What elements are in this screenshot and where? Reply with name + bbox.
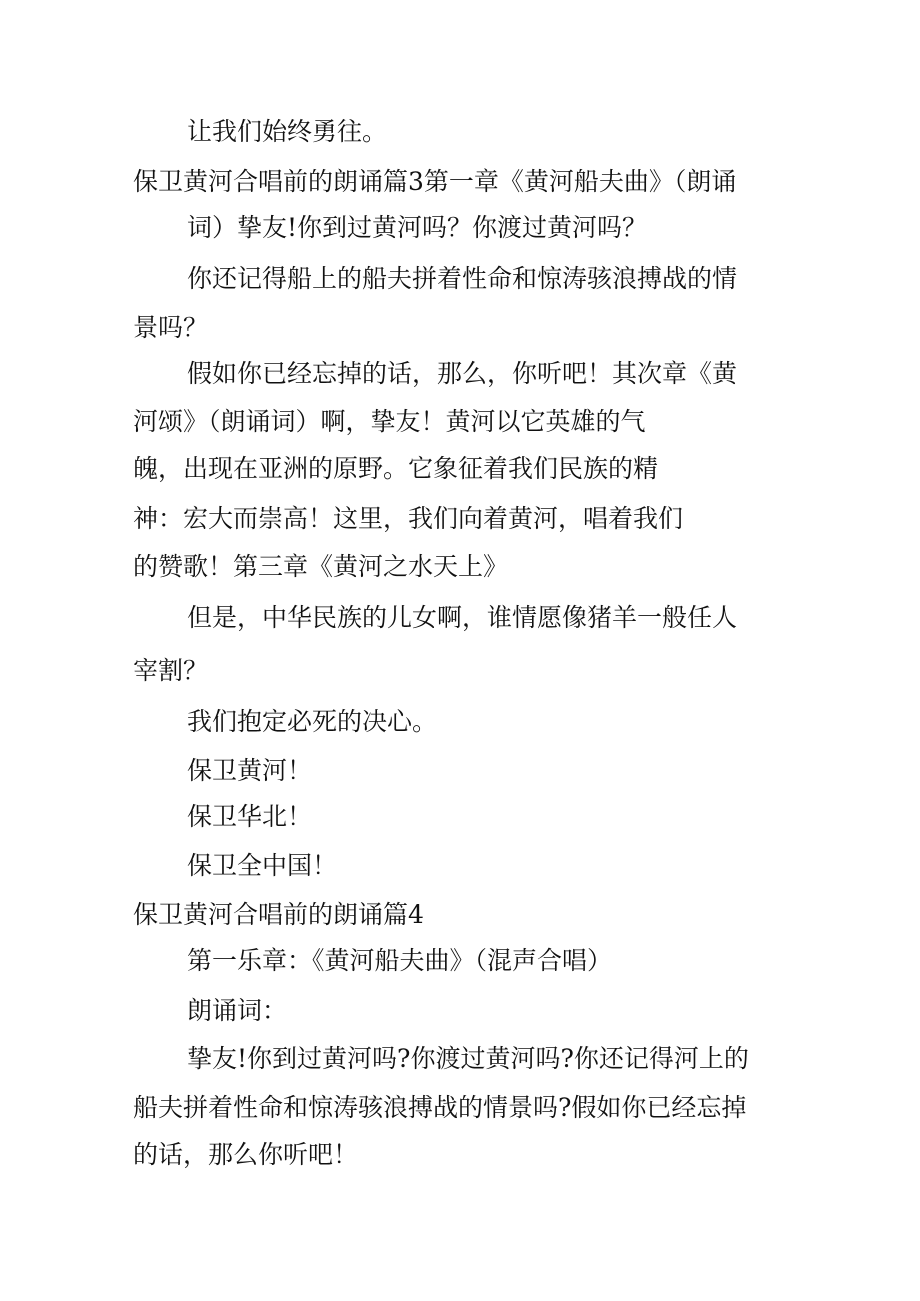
- text-line-8: 魄，出现在亚洲的原野。它象征着我们民族的精: [133, 454, 659, 483]
- section-heading-3: 保卫黄河合唱前的朗诵篇3第一章《黄河船夫曲》（朗诵: [133, 167, 737, 196]
- text-line-9: 神：宏大而崇高！这里，我们向着黄河，唱着我们: [133, 504, 684, 533]
- text-line-7: 河颂》（朗诵词）啊，挚友！黄河以它英雄的气: [133, 407, 646, 436]
- text-line-21: 船夫拼着性命和惊涛骇浪搏战的情景吗?假如你已经忘掉: [133, 1093, 747, 1122]
- text-line-18: 第一乐章：《黄河船夫曲》（混声合唱）: [187, 946, 613, 975]
- section-heading-4: 保卫黄河合唱前的朗诵篇4: [133, 900, 424, 929]
- text-line-1: 让我们始终勇往。: [187, 117, 388, 146]
- text-line-15: 保卫华北！: [187, 802, 313, 831]
- text-line-16: 保卫全中国！: [187, 851, 338, 880]
- text-line-5: 景吗？: [133, 313, 209, 342]
- text-line-3: 词）挚友!你到过黄河吗？你渡过黄河吗？: [187, 213, 648, 242]
- text-line-20: 挚友!你到过黄河吗?你渡过黄河吗?你还记得河上的: [187, 1044, 749, 1073]
- text-line-13: 我们抱定必死的决心。: [187, 707, 438, 736]
- text-line-22: 的话，那么你听吧！: [133, 1140, 359, 1169]
- text-line-19: 朗诵词：: [187, 996, 288, 1025]
- text-line-12: 宰割？: [133, 656, 209, 685]
- text-line-4: 你还记得船上的船夫拼着性命和惊涛骇浪搏战的情: [187, 264, 738, 293]
- text-line-14: 保卫黄河！: [187, 756, 313, 785]
- text-line-10: 的赞歌！第三章《黄河之水天上》: [133, 552, 509, 581]
- text-line-11: 但是，中华民族的儿女啊，谁情愿像猪羊一般任人: [187, 603, 738, 632]
- text-line-6: 假如你已经忘掉的话，那么，你听吧！其次章《黄: [187, 359, 738, 388]
